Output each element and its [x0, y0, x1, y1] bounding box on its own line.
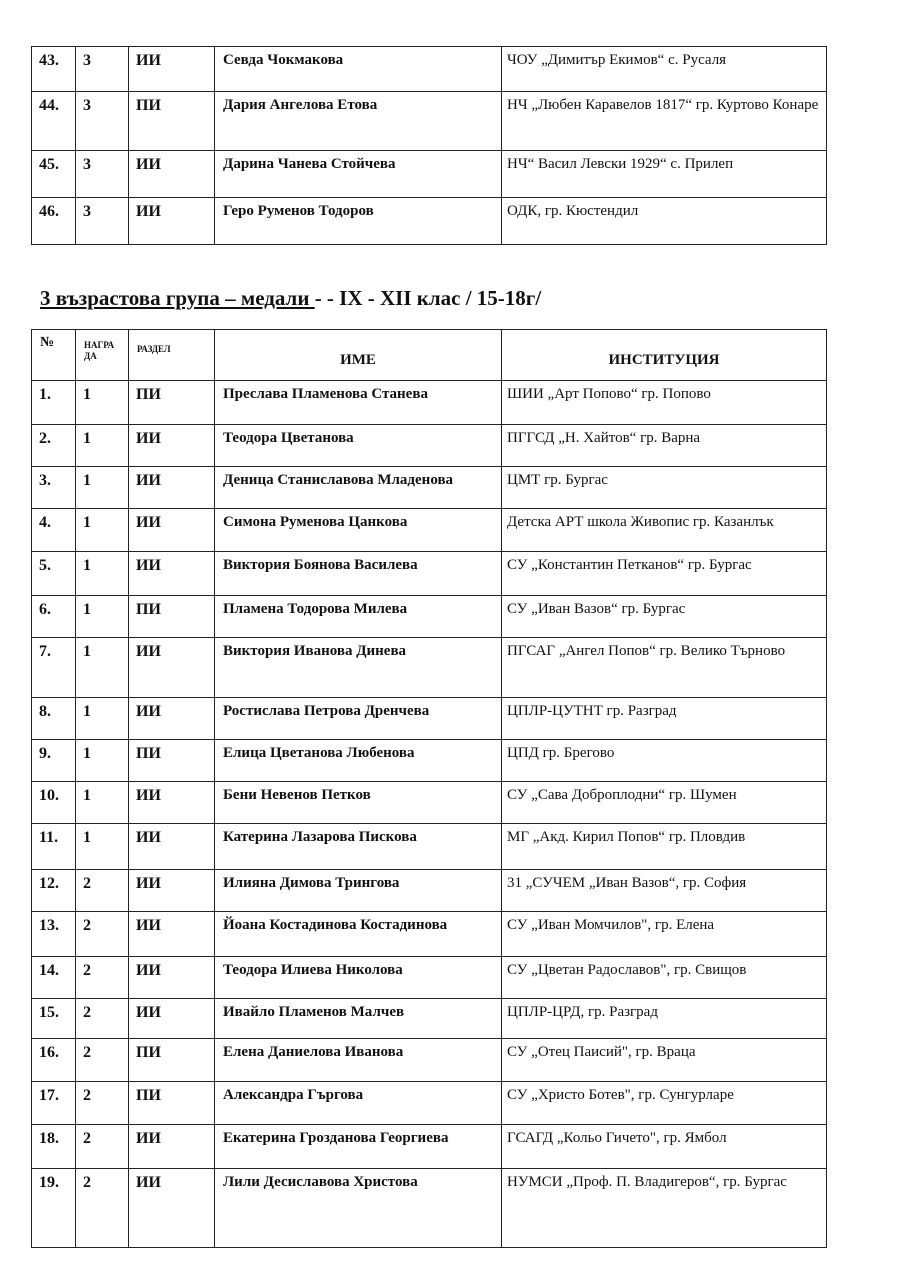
- row-institution: МГ „Акд. Кирил Попов“ гр. Пловдив: [502, 824, 827, 870]
- section-title-rest: - - IX - XII клас / 15-18г/: [314, 286, 542, 310]
- top-results-body: [32, 47, 827, 245]
- row-name: Виктория Боянова Василева: [215, 552, 502, 596]
- row-section: ИИ: [129, 198, 215, 245]
- row-name: Геро Руменов Тодоров: [215, 198, 502, 245]
- row-award: 2: [76, 1082, 129, 1125]
- row-section: ПИ: [129, 596, 215, 638]
- row-institution: НУМСИ „Проф. П. Владигеров“, гр. Бургас: [502, 1169, 827, 1248]
- row-number: 19.: [32, 1169, 76, 1248]
- row-number: 45.: [32, 151, 76, 198]
- row-section: ИИ: [129, 1125, 215, 1169]
- row-number: 12.: [32, 870, 76, 912]
- row-institution: ЦМТ гр. Бургас: [502, 467, 827, 509]
- row-section: ИИ: [129, 151, 215, 198]
- row-institution: 31 „СУЧЕМ „Иван Вазов“, гр. София: [502, 870, 827, 912]
- row-institution: СУ „Отец Паисий", гр. Враца: [502, 1039, 827, 1082]
- medal-results-body: [32, 381, 827, 1248]
- row-institution: Детска АРТ школа Живопис гр. Казанлък: [502, 509, 827, 552]
- row-name: Теодора Илиева Николова: [215, 957, 502, 999]
- row-number: 44.: [32, 92, 76, 151]
- row-award: 1: [76, 638, 129, 698]
- table-row: [32, 151, 827, 198]
- row-award: 1: [76, 467, 129, 509]
- header-institution: ИНСТИТУЦИЯ: [502, 330, 827, 381]
- row-award: 3: [76, 151, 129, 198]
- row-number: 15.: [32, 999, 76, 1039]
- table-row: [32, 782, 827, 824]
- section-title-underlined: 3 възрастова група – медали: [40, 286, 315, 310]
- row-institution: ЦПД гр. Брегово: [502, 740, 827, 782]
- table-row: [32, 1039, 827, 1082]
- row-section: ПИ: [129, 1082, 215, 1125]
- row-number: 5.: [32, 552, 76, 596]
- row-section: ПИ: [129, 381, 215, 425]
- row-award: 1: [76, 824, 129, 870]
- row-award: 1: [76, 740, 129, 782]
- row-award: 3: [76, 198, 129, 245]
- row-number: 14.: [32, 957, 76, 999]
- row-section: ИИ: [129, 957, 215, 999]
- table-row: [32, 92, 827, 151]
- row-name: Йоана Костадинова Костадинова: [215, 912, 502, 957]
- row-section: ИИ: [129, 999, 215, 1039]
- table-row: [32, 957, 827, 999]
- row-section: ИИ: [129, 47, 215, 92]
- row-section: ИИ: [129, 912, 215, 957]
- row-institution: ОДК, гр. Кюстендил: [502, 198, 827, 245]
- row-institution: СУ „Христо Ботев", гр. Сунгурларе: [502, 1082, 827, 1125]
- row-name: Илияна Димова Трингова: [215, 870, 502, 912]
- table-row: [32, 552, 827, 596]
- row-section: ПИ: [129, 1039, 215, 1082]
- table-row: [32, 870, 827, 912]
- row-award: 2: [76, 870, 129, 912]
- row-name: Теодора Цветанова: [215, 425, 502, 467]
- row-award: 2: [76, 957, 129, 999]
- table-row: [32, 1125, 827, 1169]
- table-row: [32, 824, 827, 870]
- row-institution: ЧОУ „Димитър Екимов“ с. Русаля: [502, 47, 827, 92]
- row-institution: ШИИ „Арт Попово“ гр. Попово: [502, 381, 827, 425]
- row-award: 3: [76, 47, 129, 92]
- row-number: 16.: [32, 1039, 76, 1082]
- row-section: ИИ: [129, 425, 215, 467]
- row-institution: СУ „Константин Петканов“ гр. Бургас: [502, 552, 827, 596]
- row-award: 1: [76, 509, 129, 552]
- row-name: Дария Ангелова Етова: [215, 92, 502, 151]
- table-row: [32, 425, 827, 467]
- row-award: 1: [76, 782, 129, 824]
- row-name: Катерина Лазарова Пискова: [215, 824, 502, 870]
- row-number: 18.: [32, 1125, 76, 1169]
- table-row: [32, 638, 827, 698]
- row-number: 6.: [32, 596, 76, 638]
- row-name: Пламена Тодорова Милева: [215, 596, 502, 638]
- row-award: 1: [76, 425, 129, 467]
- table-row: [32, 912, 827, 957]
- row-number: 43.: [32, 47, 76, 92]
- row-number: 4.: [32, 509, 76, 552]
- row-section: ИИ: [129, 824, 215, 870]
- row-number: 3.: [32, 467, 76, 509]
- row-section: ИИ: [129, 782, 215, 824]
- row-institution: СУ „Цветан Радославов", гр. Свищов: [502, 957, 827, 999]
- table-row: [32, 198, 827, 245]
- row-section: ИИ: [129, 509, 215, 552]
- row-name: Ивайло Пламенов Малчев: [215, 999, 502, 1039]
- row-name: Дарина Чанева Стойчева: [215, 151, 502, 198]
- table-row: [32, 698, 827, 740]
- row-number: 11.: [32, 824, 76, 870]
- row-award: 2: [76, 1039, 129, 1082]
- table-row: [32, 999, 827, 1039]
- header-section: РАЗДЕЛ: [129, 330, 215, 381]
- row-section: ИИ: [129, 552, 215, 596]
- row-institution: ПГГСД „Н. Хайтов“ гр. Варна: [502, 425, 827, 467]
- top-results-table: [31, 46, 827, 245]
- row-number: 2.: [32, 425, 76, 467]
- row-number: 46.: [32, 198, 76, 245]
- table-header-row: [32, 330, 827, 381]
- row-award: 2: [76, 1125, 129, 1169]
- row-name: Бени Невенов Петков: [215, 782, 502, 824]
- row-award: 2: [76, 912, 129, 957]
- row-award: 3: [76, 92, 129, 151]
- row-name: Деница Станиславова Младенова: [215, 467, 502, 509]
- row-institution: СУ „Сава Доброплодни“ гр. Шумен: [502, 782, 827, 824]
- row-award: 1: [76, 698, 129, 740]
- table-row: [32, 509, 827, 552]
- row-name: Севда Чокмакова: [215, 47, 502, 92]
- row-award: 1: [76, 596, 129, 638]
- row-name: Екатерина Грозданова Георгиева: [215, 1125, 502, 1169]
- row-name: Елена Даниелова Иванова: [215, 1039, 502, 1082]
- table-row: [32, 47, 827, 92]
- row-award: 1: [76, 381, 129, 425]
- table-row: [32, 467, 827, 509]
- row-number: 17.: [32, 1082, 76, 1125]
- row-institution: НЧ“ Васил Левски 1929“ с. Прилеп: [502, 151, 827, 198]
- header-name: ИМЕ: [215, 330, 502, 381]
- row-institution: СУ „Иван Момчилов", гр. Елена: [502, 912, 827, 957]
- row-number: 9.: [32, 740, 76, 782]
- row-name: Лили Десиславова Христова: [215, 1169, 502, 1248]
- table-row: [32, 596, 827, 638]
- row-name: Симона Руменова Цанкова: [215, 509, 502, 552]
- row-name: Ростислава Петрова Дренчева: [215, 698, 502, 740]
- row-section: ИИ: [129, 870, 215, 912]
- row-institution: НЧ „Любен Каравелов 1817“ гр. Куртово Конаре: [502, 92, 827, 151]
- row-number: 8.: [32, 698, 76, 740]
- medal-results-table: [31, 329, 827, 1248]
- header-award: НАГРА ДА: [76, 330, 129, 381]
- row-section: ИИ: [129, 638, 215, 698]
- row-section: ИИ: [129, 698, 215, 740]
- row-section: ИИ: [129, 467, 215, 509]
- row-section: ИИ: [129, 1169, 215, 1248]
- table-row: [32, 381, 827, 425]
- row-number: 7.: [32, 638, 76, 698]
- row-name: Александра Гъргова: [215, 1082, 502, 1125]
- table-row: [32, 1169, 827, 1248]
- row-institution: ГСАГД „Кольо Гичето", гр. Ямбол: [502, 1125, 827, 1169]
- table-row: [32, 1082, 827, 1125]
- header-number: №: [32, 330, 76, 381]
- row-institution: СУ „Иван Вазов“ гр. Бургас: [502, 596, 827, 638]
- row-name: Преслава Пламенова Станева: [215, 381, 502, 425]
- row-number: 1.: [32, 381, 76, 425]
- row-award: 2: [76, 999, 129, 1039]
- row-name: Виктория Иванова Динева: [215, 638, 502, 698]
- row-award: 2: [76, 1169, 129, 1248]
- row-number: 13.: [32, 912, 76, 957]
- row-institution: ЦПЛР-ЦУТНТ гр. Разград: [502, 698, 827, 740]
- row-name: Елица Цветанова Любенова: [215, 740, 502, 782]
- row-section: ПИ: [129, 740, 215, 782]
- table-row: [32, 740, 827, 782]
- row-institution: ЦПЛР-ЦРД, гр. Разград: [502, 999, 827, 1039]
- row-award: 1: [76, 552, 129, 596]
- section-title: [40, 286, 541, 311]
- row-section: ПИ: [129, 92, 215, 151]
- row-institution: ПГСАГ „Ангел Попов“ гр. Велико Търново: [502, 638, 827, 698]
- row-number: 10.: [32, 782, 76, 824]
